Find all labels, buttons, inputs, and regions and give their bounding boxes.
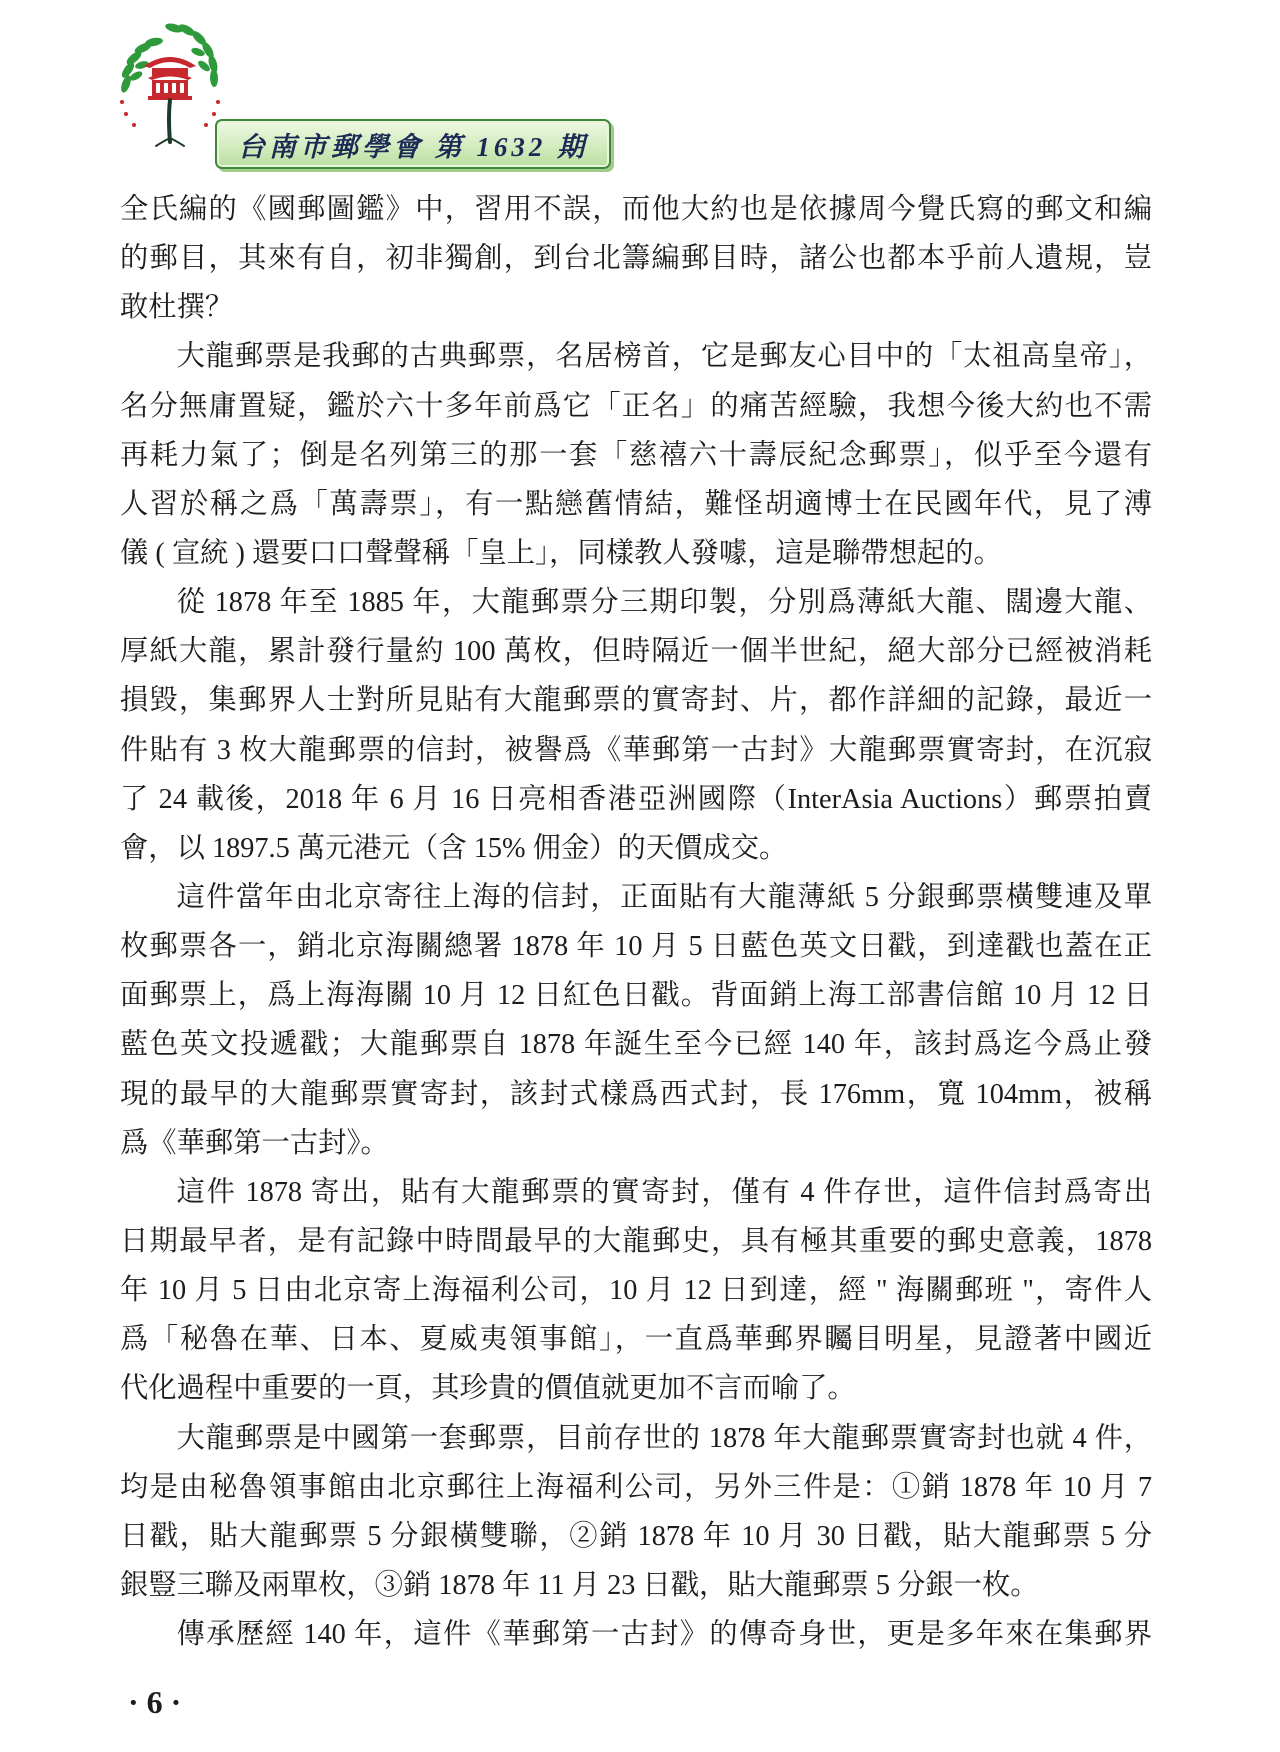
text-line: 日期最早者，是有記錄中時間最早的大龍郵史，具有極其重要的郵史意義，1878 (120, 1225, 1152, 1257)
text-line: 損毀，集郵界人士對所見貼有大龍郵票的實寄封、片，都作詳細的記錄，最近一 (120, 685, 1152, 717)
text-line: 現的最早的大龍郵票實寄封，該封式樣爲西式封，長 176mm，寬 104mm，被稱 (120, 1078, 1152, 1110)
text-line: 儀 ( 宣統 ) 還要口口聲聲稱「皇上」，同樣教人發噱，這是聯帶想起的。 (120, 537, 1002, 569)
banner-title: 台南市郵學會 第 1632 期 (237, 131, 589, 162)
paragraph (120, 578, 1152, 873)
text-line: 從 1878 年至 1885 年，大龍郵票分三期印製，分別爲薄紙大龍、闊邊大龍、 (176, 587, 1152, 619)
text-line: 會，以 1897.5 萬元港元（含 15% 佣金）的天價成交。 (120, 832, 788, 864)
paragraph (120, 873, 1152, 1168)
text-line: 藍色英文投遞戳；大龍郵票自 1878 年誕生至今已經 140 年，該封爲迄今爲止發 (120, 1029, 1152, 1061)
text-line: 大龍郵票是中國第一套郵票，目前存世的 1878 年大龍郵票實寄封也就 4 件， (176, 1422, 1152, 1454)
text-line: 敢杜撰？ (120, 292, 234, 324)
paragraph (120, 1414, 1152, 1611)
text-line: 爲「秘魯在華、日本、夏威夷領事館」，一直爲華郵界矚目明星，見證著中國近 (120, 1324, 1152, 1356)
paragraph (120, 1168, 1152, 1414)
text-line: 厚紙大龍，累計發行量約 100 萬枚，但時隔近一個半世紀，絕大部分已經被消耗 (120, 636, 1152, 668)
text-line: 全氏編的《國郵圖鑑》中，習用不誤，而他大約也是依據周今覺氏寫的郵文和編 (120, 194, 1152, 225)
text-line: 的郵目，其來有自，初非獨創，到台北籌編郵目時，諸公也都本乎前人遺規，豈 (120, 243, 1152, 275)
text-line: 均是由秘魯領事館由北京郵往上海福利公司，另外三件是：①銷 1878 年 10 月 7 (120, 1471, 1152, 1503)
paragraph (120, 185, 1152, 332)
text-line: 年 10 月 5 日由北京寄上海福利公司，10 月 12 日到達，經 " 海關郵班 "，寄件人 (120, 1275, 1152, 1307)
text-line: 爲《華郵第一古封》。 (120, 1127, 389, 1159)
text-line: 了 24 載後，2018 年 6 月 16 日亮相香港亞洲國際（InterAsia Auctions）郵票拍賣 (120, 783, 1152, 815)
page-number: · 6 · (128, 1684, 182, 1720)
text-line: 枚郵票各一，銷北京海關總署 1878 年 10 月 5 日藍色英文日戳，到達戳也蓋在正 (120, 931, 1152, 963)
paragraph (120, 332, 1152, 578)
text-line: 傳承歷經 140 年，這件《華郵第一古封》的傳奇身世，更是多年來在集郵界 (176, 1619, 1152, 1651)
text-line: 銀豎三聯及兩單枚，③銷 1878 年 11 月 23 日戳，貼大龍郵票 5 分銀一枚。 (120, 1569, 1039, 1601)
paragraph (120, 1610, 1152, 1659)
text-line: 這件 1878 寄出，貼有大龍郵票的實寄封，僅有 4 件存世，這件信封爲寄出 (176, 1176, 1152, 1208)
text-line: 面郵票上，爲上海海關 10 月 12 日紅色日戳。背面銷上海工部書信館 10 月 12 日 (120, 980, 1152, 1012)
text-line: 這件當年由北京寄往上海的信封，正面貼有大龍薄紙 5 分銀郵票橫雙連及單 (176, 881, 1152, 913)
issue-banner (215, 119, 611, 169)
text-line: 名分無庸置疑，鑑於六十多年前爲它「正名」的痛苦經驗，我想今後大約也不需 (120, 390, 1152, 422)
article-body (120, 185, 1152, 1659)
text-line: 人習於稱之爲「萬壽票」，有一點戀舊情結，難怪胡適博士在民國年代，見了溥 (120, 488, 1152, 520)
text-line: 件貼有 3 枚大龍郵票的信封，被譽爲《華郵第一古封》大龍郵票實寄封，在沉寂 (120, 734, 1152, 766)
text-line: 代化過程中重要的一頁，其珍貴的價值就更加不言而喻了。 (120, 1373, 856, 1405)
text-line: 大龍郵票是我郵的古典郵票，名居榜首，它是郵友心目中的「太祖高皇帝」， (176, 341, 1152, 373)
text-line: 再耗力氣了；倒是名列第三的那一套「慈禧六十壽辰紀念郵票」，似乎至今還有 (120, 439, 1152, 471)
society-emblem-icon (114, 18, 226, 152)
text-line: 日戳，貼大龍郵票 5 分銀橫雙聯，②銷 1878 年 10 月 30 日戳，貼大龍郵票 5 分 (120, 1520, 1152, 1552)
